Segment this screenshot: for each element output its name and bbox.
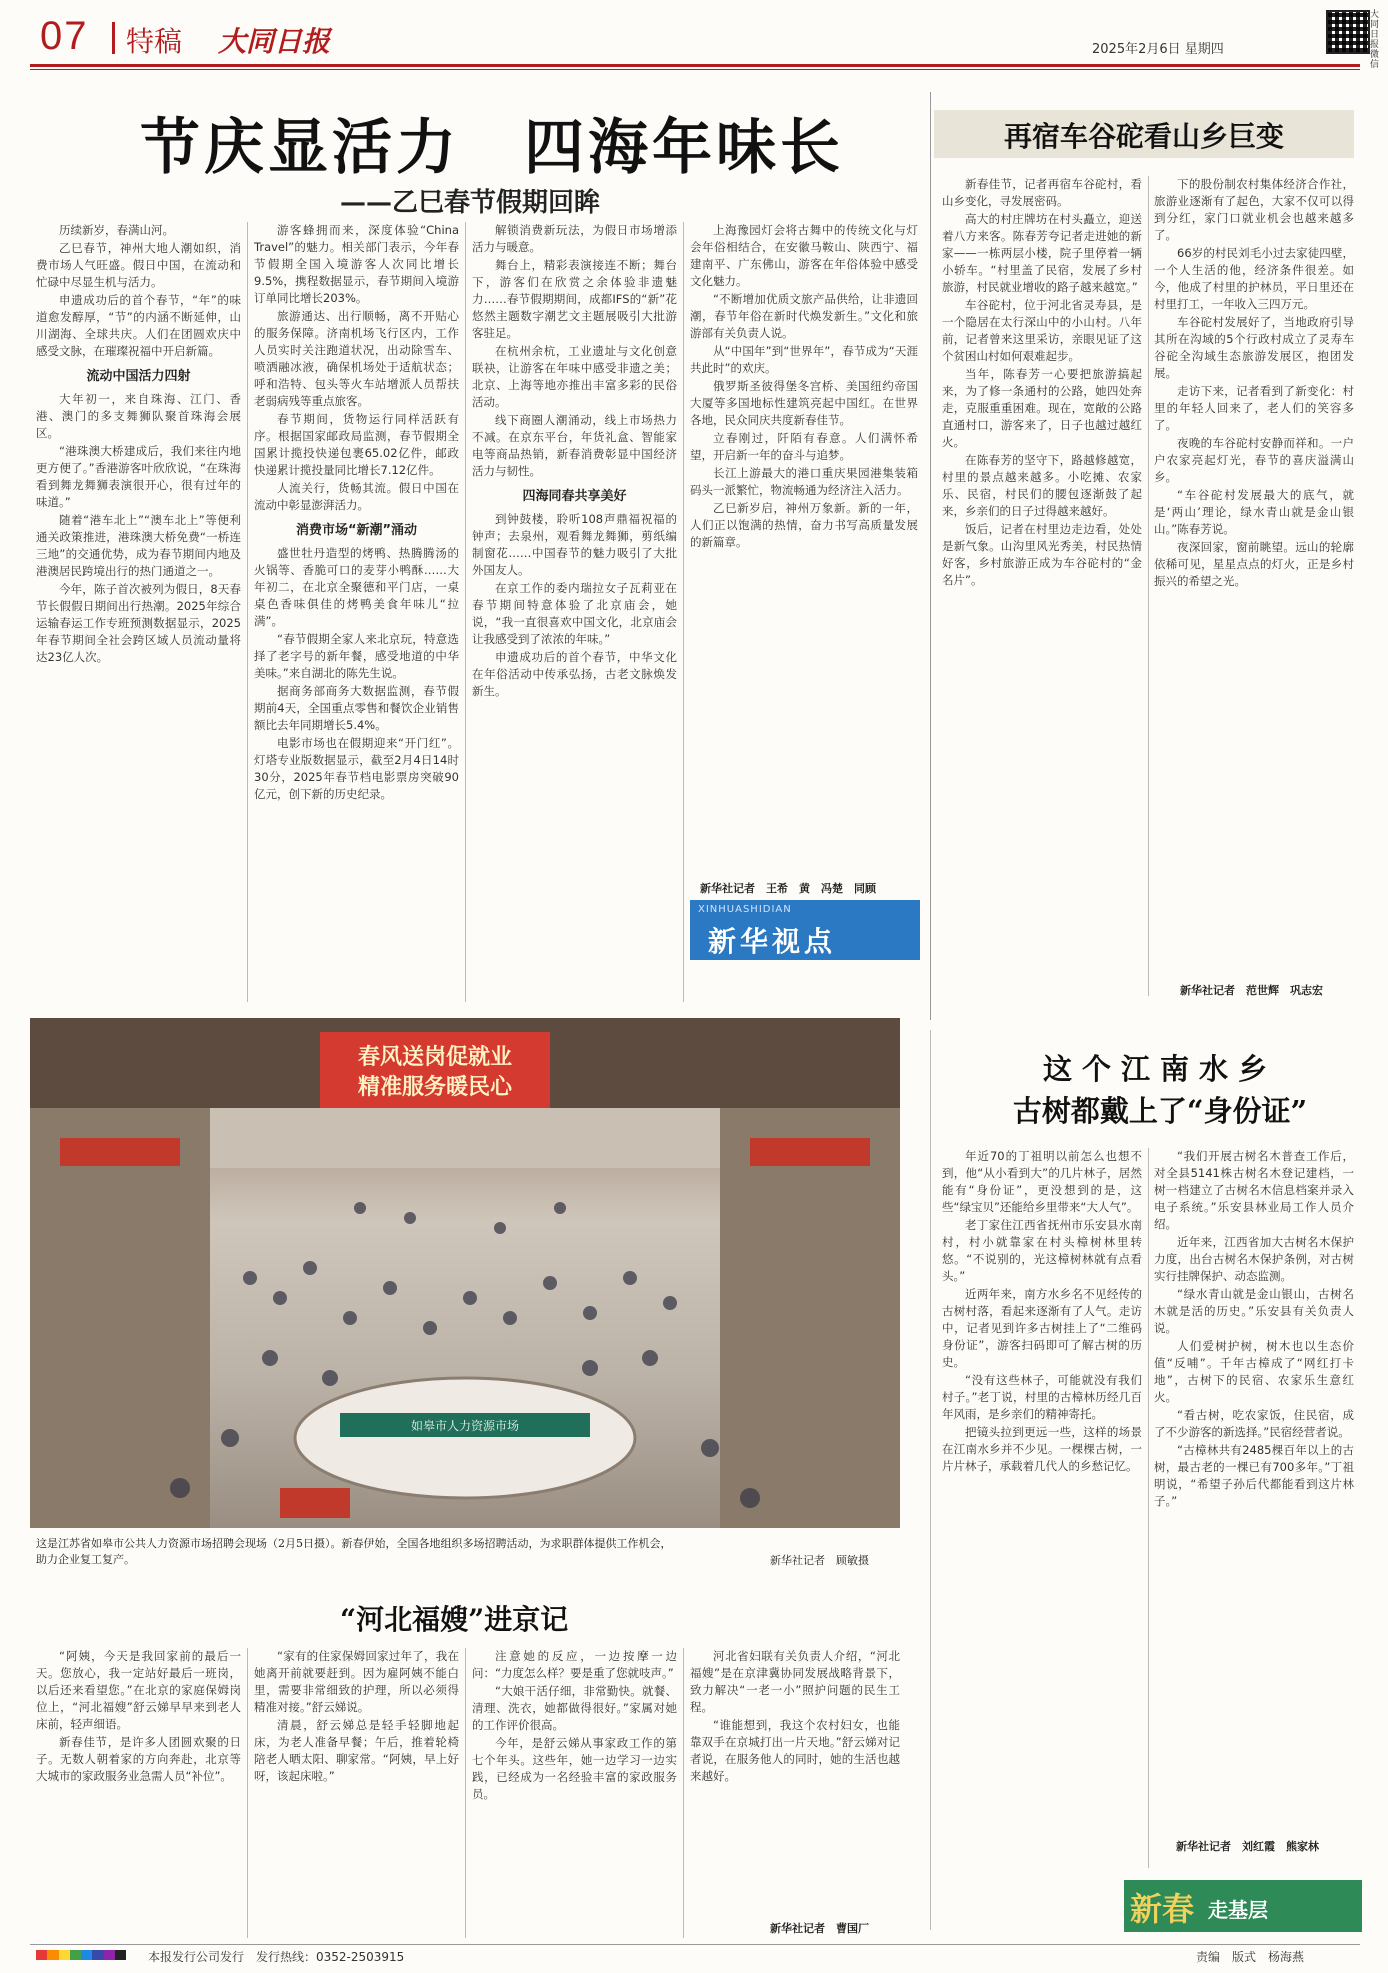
footer-rule [30, 1944, 1360, 1945]
paragraph: “没有这些林子，可能就没有我们村子。”老丁说，村里的古樟林历经几百年风雨，是乡亲们的精神寄托。 [942, 1373, 1142, 1421]
river-column-2 [1154, 1148, 1354, 1828]
paragraph: 今年，是舒云娣从事家政工作的第七个年头。这些年，她一边学习一边实践，已经成为一名经验丰富的家政服务员。 [472, 1736, 677, 1801]
paragraph: 乙巳春节，神州大地人潮如织，消费市场人气旺盛。假日中国，在流动和忙碌中尽显生机与活力。 [36, 241, 241, 289]
paragraph: 饭后，记者在村里边走边看，处处是新气象。山沟里风光秀美，村民热情好客，乡村旅游正成为车谷砣村的“金名片”。 [942, 522, 1142, 587]
river-headline-line-2: 古树都戴上了“身份证” [1012, 1094, 1308, 1128]
paragraph: 夜晚的车谷砣村安静而祥和。一户户农家亮起灯光，春节的喜庆溢满山乡。 [1154, 436, 1354, 484]
paragraph: 申遗成功后的首个春节，“年”的味道愈发醇厚，“节”的内涵不断延伸，山川湖海、全球共庆。人们在团圆欢庆中感受文脉，在璀璨祝福中开启新篇。 [36, 293, 241, 358]
page-number-divider [112, 22, 115, 54]
lead-column-3 [472, 222, 677, 1002]
paragraph: 在陈春芳的坚守下，路越修越宽，村里的景点越来越多。小吃摊、农家乐、民宿，村民们的腰包逐渐鼓了起来，乡亲们的日子过得越来越好。 [942, 453, 1142, 518]
masthead-logo: 大同日报 [218, 25, 331, 58]
xinhua-badge-title: 新华视点 [708, 925, 837, 958]
issue-date: 2025年2月6日 星期四 [1092, 42, 1224, 57]
hebei-byline: 新华社记者 曹国厂 [770, 1922, 869, 1935]
paragraph: 上海豫园灯会将古舞中的传统文化与灯会年俗相结合，在安徽马鞍山、陕西宁、福建南平、广东佛山，游客在年俗体验中感受文化魅力。 [690, 223, 918, 288]
column-rule [1148, 1148, 1149, 1868]
qr-code-icon[interactable] [1326, 10, 1370, 54]
service-counter-sign: 如皋市人力资源市场 [410, 1419, 520, 1433]
paragraph: “谁能想到，我这个农村妇女，也能靠双手在京城打出一片天地。”舒云娣对记者说，在服务他人的同时，她的生活也越来越好。 [690, 1718, 900, 1783]
lead-headline: 节庆显活力 四海年味长 [140, 113, 844, 183]
paragraph: 今年，陈子首次被列为假日，8天春节长假假日期间出行热潮。2025年综合运输春运工作专班预测数据显示，2025年春节期间全社会跨区域人员流动量将达23亿人次。 [36, 582, 241, 664]
column-rule [247, 1648, 248, 1938]
qr-caption: 大同日报微信 [1370, 10, 1380, 70]
color-swatch [81, 1950, 92, 1960]
lead-column-2 [254, 222, 459, 1002]
river-headline-line-1: 这个江南水乡 [1042, 1052, 1277, 1086]
section-heading: 消费市场“新潮”涌动 [295, 523, 418, 538]
color-calibration-bar [36, 1950, 126, 1960]
column-rule [1148, 176, 1149, 996]
paragraph: “大娘干活仔细，非常勤快。就餐、清理、洗衣，她都做得很好。”家属对她的工作评价很高。 [472, 1684, 677, 1732]
xinchun-badge-title: 新春 [1130, 1890, 1195, 1928]
paragraph: 人们爱树护树，树木也以生态价值“反哺”。千年古樟成了“网红打卡地”，古树下的民宿、农家乐生意红火。 [1154, 1339, 1354, 1404]
footer-publisher: 本报发行公司发行 发行热线：0352-2503915 [148, 1950, 405, 1964]
color-swatch [59, 1950, 70, 1960]
column-rule [465, 1648, 466, 1938]
page-number: 07 [40, 14, 89, 58]
banner-line-2: 精准服务暖民心 [357, 1074, 513, 1100]
paragraph: 乙巳新岁启，神州万象新。新的一年，人们正以饱满的热情，奋力书写高质量发展的新篇章。 [690, 501, 918, 549]
color-swatch [47, 1950, 58, 1960]
paragraph: 近年来，江西省加大古树名木保护力度，出台古树名木保护条例，对古树实行挂牌保护、动态监测。 [1154, 1235, 1354, 1283]
paragraph: 在杭州余杭，工业遗址与文化创意联袂，让游客在年味中感受非遗之美；北京、上海等地亦推出丰富多彩的民俗活动。 [472, 344, 677, 409]
xinchun-badge-subtitle: 走基层 [1208, 1898, 1268, 1922]
photo-illustration [30, 1018, 900, 1528]
paragraph: 春节期间，货物运行同样活跃有序。根据国家邮政局监测，春节假期全国累计揽投快递包裹65.02亿件，邮政快递累计揽投量同比增长7.12亿件。 [254, 412, 459, 477]
sidebar-column-2 [1154, 176, 1354, 966]
section-label: 特稿 [126, 25, 183, 58]
hebei-column-3 [472, 1648, 677, 1938]
section-heading: 流动中国活力四射 [86, 369, 191, 384]
xinhua-badge-english: XINHUASHIDIAN [698, 904, 792, 915]
paragraph: 老丁家住江西省抚州市乐安县水南村，村小就靠家在村头樟树林里转悠。“不说别的，光这樟树林就有点看头。” [942, 1218, 1142, 1283]
paragraph: 当年，陈春芳一心要把旅游搞起来，为了修一条通村的公路，她四处奔走，克服重重困难。现在，宽敞的公路直通村口，游客来了，日子也越过越红火。 [942, 367, 1142, 449]
color-swatch [70, 1950, 81, 1960]
paragraph: 申遗成功后的首个春节，中华文化在年俗活动中传承弘扬，古老文脉焕发新生。 [472, 650, 677, 698]
paragraph: 历续新岁，春满山河。 [59, 223, 174, 237]
color-swatch [36, 1950, 47, 1960]
sidebar-headline: 再宿车谷砣看山乡巨变 [1003, 120, 1284, 153]
paragraph: 长江上游最大的港口重庆果园港集装箱码头一派繁忙，物流畅通为经济注入活力。 [690, 466, 918, 497]
column-rule [247, 222, 248, 1002]
lead-byline: 新华社记者 王希 黄 冯楚 同顾 [700, 882, 876, 895]
paragraph: 舞台上，精彩表演接连不断；舞台下，游客们在欣赏之余体验非遗魅力……春节假期期间，成都IFS的“新”花悠然主题数字潮艺文主题展吸引大批游客驻足。 [472, 258, 677, 340]
header-rule [30, 64, 1360, 67]
hebei-column-2 [254, 1648, 459, 1938]
color-swatch [104, 1950, 115, 1960]
paragraph: 新春佳节，记者再宿车谷砣村，看山乡变化，寻发展密码。 [942, 177, 1142, 208]
paragraph: 下的股份制农村集体经济合作社，旅游业逐渐有了起色，大家不仅可以得到分红，家门口就业机会也越来越多了。 [1154, 177, 1354, 242]
footer-editor: 责编 版式 杨海燕 [1196, 1950, 1305, 1964]
river-headline [970, 1048, 1350, 1132]
section-heading: 四海同春共享美好 [522, 489, 627, 504]
paragraph: 在京工作的委内瑞拉女子瓦莉亚在春节期间特意体验了北京庙会，她说，“我一直很喜欢中国文化，北京庙会让我感受到了浓浓的年味。” [472, 581, 677, 646]
paragraph: 66岁的村民刘毛小过去家徒四壁，一个人生活的他，经济条件很差。如今，他成了村里的护林员，平日里还在村里打工，一年收入三四万元。 [1154, 246, 1354, 311]
sidebar-byline: 新华社记者 范世辉 巩志宏 [1180, 984, 1323, 997]
paragraph: 把镜头拉到更远一些，这样的场景在江南水乡并不少见。一棵棵古树，一片片林子，承载着几代人的乡愁记忆。 [942, 1425, 1142, 1473]
paragraph: “绿水青山就是金山银山，古树名木就是活的历史。”乐安县有关负责人说。 [1154, 1287, 1354, 1335]
paragraph: “车谷砣村发展最大的底气，就是‘两山’理论，绿水青山就是金山银山。”陈春芳说。 [1154, 488, 1354, 536]
banner-line-1: 春风送岗促就业 [357, 1044, 513, 1070]
color-swatch [115, 1950, 126, 1960]
paragraph: 高大的村庄牌坊在村头矗立，迎送着八方来客。陈春芳夸记者走进她的新家——一栋两层小楼，院子里停着一辆小轿车。“村里盖了民宿，发展了乡村旅游，村民就业增收的路子越来越宽。” [942, 212, 1142, 294]
paragraph: 河北省妇联有关负责人介绍，“河北福嫂”是在京津冀协同发展战略背景下，致力解决“一老一小”照护问题的民生工程。 [690, 1649, 900, 1714]
paragraph: 近两年来，南方水乡名不见经传的古树村落，看起来逐渐有了人气。走访中，记者见到许多古树挂上了“二维码身份证”，游客扫码即可了解古树的历史。 [942, 1287, 1142, 1369]
paragraph: 立春刚过，阡陌有春意。人们满怀希望，开启新一年的奋斗与追梦。 [690, 431, 918, 462]
paragraph: “港珠澳大桥建成后，我们来往内地更方便了。”香港游客叶欣欣说，“在珠海看到舞龙舞狮表演很开心，很有过年的味道。” [36, 444, 241, 509]
river-byline: 新华社记者 刘红霞 熊家林 [1176, 1840, 1319, 1853]
paragraph: “阿姨，今天是我回家前的最后一天。您放心，我一定站好最后一班岗，以后还来看望您。”在北京的家庭保姆岗位上，“河北福嫂”舒云娣早早来到老人床前，轻声细语。 [36, 1649, 241, 1731]
header-rule-thin [30, 69, 1360, 70]
paragraph: 夜深回家，窗前眺望。远山的轮廓依稀可见，星星点点的灯火，正是乡村振兴的希望之光。 [1154, 540, 1354, 588]
lead-column-1 [36, 222, 241, 1002]
paragraph: 解锁消费新玩法，为假日市场增添活力与暖意。 [472, 223, 677, 254]
column-rule [683, 1648, 684, 1938]
paragraph: 大年初一，来自珠海、江门、香港、澳门的多支舞狮队聚首珠海会展区。 [36, 392, 241, 440]
river-column-1 [942, 1148, 1142, 1938]
paragraph: 新春佳节，是许多人团圆欢聚的日子。无数人朝着家的方向奔赴，北京等大城市的家政服务业急需人员“补位”。 [36, 1735, 241, 1783]
paragraph: “不断增加优质文旅产品供给，让非遗回潮，春节年俗在新时代焕发新生。”文化和旅游部有关负责人说。 [690, 292, 918, 340]
paragraph: 到钟鼓楼，聆听108声鼎福祝福的钟声；去泉州，观看舞龙舞狮，剪纸编制窗花……中国春节的魅力吸引了大批外国友人。 [472, 512, 677, 577]
lead-column-4 [690, 222, 918, 892]
paragraph: 线下商圈人潮涌动，线上市场热力不减。在京东平台，年货礼盒、智能家电等商品热销，新春消费彰显中国经济活力与韧性。 [472, 413, 677, 478]
paragraph: 盛世牡丹造型的烤鸭、热腾腾汤的火锅等、香脆可口的麦芽小鸭酥……大年初二，在北京全聚德和平门店，一桌桌色香味俱佳的烤鸭美食年味儿“拉满”。 [254, 546, 459, 628]
paragraph: 注意她的反应，一边按摩一边问：“力度怎么样？要是重了您就吱声。” [472, 1649, 677, 1680]
column-rule [465, 222, 466, 1002]
paragraph: 从“中国年”到“世界年”，春节成为“天涯共此时”的欢庆。 [690, 344, 918, 375]
color-swatch [92, 1950, 103, 1960]
sidebar-column-1 [942, 176, 1142, 996]
hebei-column-4 [690, 1648, 900, 1910]
paragraph: 俄罗斯圣彼得堡冬宫桥、美国纽约帝国大厦等多国地标性建筑亮起中国红。在世界各地，民众同庆共度新春佳节。 [690, 379, 918, 427]
paragraph: 游客蜂拥而来，深度体验“China Travel”的魅力。相关部门表示，今年春节假期全国入境游客人次同比增长9.5%，携程数据显示，春节期间入境游订单同比增长203%。 [254, 223, 459, 305]
hebei-headline: “河北福嫂”进京记 [340, 1603, 569, 1636]
column-rule [930, 1030, 931, 1930]
paragraph: 据商务部商务大数据监测，春节假期前4天，全国重点零售和餐饮企业销售额比去年同期增长5.4%。 [254, 684, 459, 732]
paragraph: 随着“港车北上”“澳车北上”等便利通关政策推进，港珠澳大桥免费“一桥连三地”的交通优势，成为春节期间内地及港澳居民跨境出行的热门通道之一。 [36, 513, 241, 578]
lead-subheadline: ——乙巳春节假期回眸 [340, 188, 601, 218]
paragraph: “家有的住家保姆回家过年了，我在她离开前就要赶到。因为雇阿姨不能白里，需要非常细致的护理，所以必须得精准对接。”舒云娣说。 [254, 1649, 459, 1714]
paragraph: 车谷砣村发展好了，当地政府引导其所在沟域的5个行政村成立了灵寿车谷砣全沟域生态旅游发展区，抱团发展。 [1154, 315, 1354, 380]
photo-credit: 新华社记者 顾敏摄 [770, 1554, 869, 1567]
paragraph: “古樟林共有2485棵百年以上的古树，最古老的一棵已有700多年。”丁祖明说，“希望子孙后代都能看到这片林子。” [1154, 1443, 1354, 1508]
paragraph: 旅游通达、出行顺畅，离不开贴心的服务保障。济南机场飞行区内，工作人员实时关注跑道状况，出动除雪车、喷洒融冰液，确保机场处于适航状态；呼和浩特、包头等火车站增派人员帮扶老弱病残等重点旅客。 [254, 309, 459, 408]
job-fair-photo [30, 1018, 900, 1528]
paragraph: “我们开展古树名木普查工作后，对全县5141株古树名木登记建档，一树一档建立了古树名木信息档案并录入电子系统。”乐安县林业局工作人员介绍。 [1154, 1149, 1354, 1231]
paragraph: 走访下来，记者看到了新变化：村里的年轻人回来了，老人们的笑容多了。 [1154, 384, 1354, 432]
paragraph: “春节假期全家人来北京玩，特意选择了老字号的新年餐，感受地道的中华美味。”来自湖北的陈先生说。 [254, 632, 459, 680]
hebei-column-1 [36, 1648, 241, 1938]
paragraph: 年近70的丁祖明以前怎么也想不到，他“从小看到大”的几片林子，居然能有“身份证”，更没想到的是，这些“绿宝贝”还能给乡里带来“大人气”。 [942, 1149, 1142, 1214]
photo-caption: 这是江苏省如皋市公共人力资源市场招聘会现场（2月5日摄）。新春伊始，全国各地组织多场招聘活动，为求职群体提供工作机会，助力企业复工复产。 [36, 1537, 672, 1566]
column-rule [683, 222, 684, 1002]
paragraph: 车谷砣村，位于河北省灵寿县，是一个隐居在太行深山中的小山村。八年前，记者曾来这里采访，亲眼见证了这个贫困山村如何艰难起步。 [942, 298, 1142, 363]
paragraph: 清晨，舒云娣总是轻手轻脚地起床，为老人准备早餐；午后，推着轮椅陪老人晒太阳、聊家常。“阿姨，早上好呀，该起床啦。” [254, 1718, 459, 1783]
paragraph: 人流关行，货畅其流。假日中国在流动中彰显澎湃活力。 [254, 481, 459, 512]
paragraph: 电影市场也在假期迎来“开门红”。灯塔专业版数据显示，截至2月4日14时30分，2025年春节档电影票房突破90亿元，创下新的历史纪录。 [254, 736, 459, 801]
paragraph: “看古树，吃农家饭，住民宿，成了不少游客的新选择。”民宿经营者说。 [1154, 1408, 1354, 1439]
